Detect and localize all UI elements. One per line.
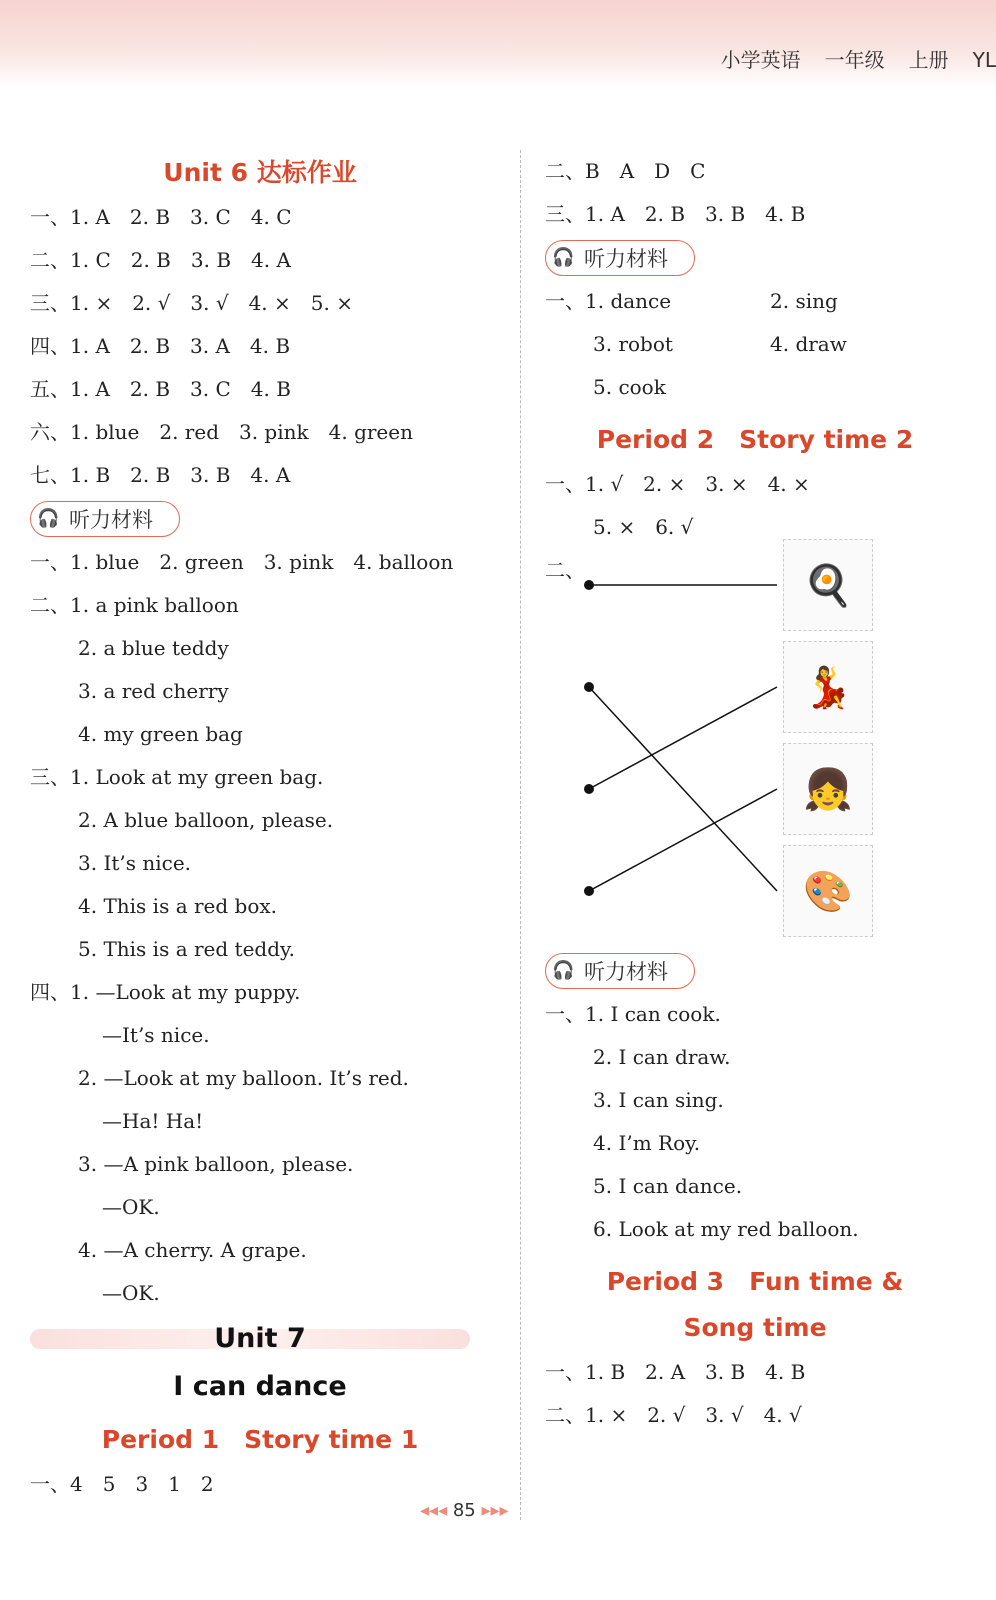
arrow-left-icon: ◂◂◂ xyxy=(420,1500,448,1521)
column-divider xyxy=(520,150,521,1520)
answer-line: 一、4 5 3 1 2 xyxy=(30,1472,214,1496)
listening-label-text: 听力材料 xyxy=(69,508,153,532)
listen-line: 二、1. a pink balloon xyxy=(30,593,239,617)
matching-exercise xyxy=(545,549,965,949)
drawing-picture: 🎨 xyxy=(783,845,873,937)
answer-line: 一、1. A 2. B 3. C 4. C xyxy=(30,205,292,229)
left-column xyxy=(30,150,490,1506)
header-grade: 一年级 xyxy=(824,48,885,72)
listen-line xyxy=(545,280,965,323)
listen-item: 3. robot xyxy=(593,332,673,356)
listen-line: 6. Look at my red balloon. xyxy=(593,1217,859,1241)
page-footer xyxy=(420,1500,509,1521)
period3-title-2: Song time xyxy=(683,1313,827,1342)
unit7-name: Unit 7 xyxy=(214,1323,306,1354)
answer-line: 四、1. A 2. B 3. A 4. B xyxy=(30,334,291,358)
listen-line: 2. A blue balloon, please. xyxy=(78,808,334,832)
listen-item: 一、1. dance xyxy=(545,289,672,313)
listen-line: 5. I can dance. xyxy=(593,1174,743,1198)
listen-line: 2. a blue teddy xyxy=(78,636,229,660)
listen-line: 3. It’s nice. xyxy=(78,851,192,875)
listen-line: 4. I’m Roy. xyxy=(593,1131,701,1155)
listening-label xyxy=(545,953,695,989)
listen-line: 3. I can sing. xyxy=(593,1088,724,1112)
right-column xyxy=(545,150,965,1437)
girl-picture: 👧 xyxy=(783,743,873,835)
match-line xyxy=(589,687,777,789)
listen-line: 四、1. —Look at my puppy. xyxy=(30,980,301,1004)
listen-line: 2. I can draw. xyxy=(593,1045,731,1069)
listen-line: —It’s nice. xyxy=(102,1023,210,1047)
arrow-right-icon: ▸▸▸ xyxy=(481,1500,509,1521)
listen-line: 一、1. blue 2. green 3. pink 4. balloon xyxy=(30,550,454,574)
listen-line: 4. my green bag xyxy=(78,722,243,746)
match-label: 二、 xyxy=(545,558,585,582)
listen-line: —OK. xyxy=(102,1195,160,1219)
listen-line xyxy=(545,323,965,366)
listen-line: 三、1. Look at my green bag. xyxy=(30,765,324,789)
listen-line: 5. This is a red teddy. xyxy=(78,937,296,961)
unit7-banner xyxy=(30,1315,490,1363)
answer-line: 六、1. blue 2. red 3. pink 4. green xyxy=(30,420,413,444)
match-line xyxy=(589,687,777,891)
answer-line: 一、1. √ 2. × 3. × 4. × xyxy=(545,472,810,496)
answer-line: 一、1. B 2. A 3. B 4. B xyxy=(545,1360,806,1384)
listen-line: 一、1. I can cook. xyxy=(545,1002,721,1026)
listening-label xyxy=(30,501,180,537)
period3-title: Period 3 Fun time & xyxy=(606,1267,904,1296)
period1-title: Period 1 Story time 1 xyxy=(101,1425,419,1454)
unit6-title: Unit 6 达标作业 xyxy=(163,158,357,187)
headphones-icon: 🎧 xyxy=(552,960,575,981)
dancing-picture: 💃 xyxy=(783,641,873,733)
answer-line: 二、B A D C xyxy=(545,159,706,183)
answer-line: 三、1. A 2. B 3. B 4. B xyxy=(545,202,806,226)
listen-line: —OK. xyxy=(102,1281,160,1305)
answer-line: 二、1. × 2. √ 3. √ 4. √ xyxy=(545,1403,802,1427)
header-edition: YL xyxy=(972,48,996,72)
match-line xyxy=(589,789,777,891)
listening-label-text: 听力材料 xyxy=(584,960,668,984)
cooking-picture: 🍳 xyxy=(783,539,873,631)
headphones-icon: 🎧 xyxy=(37,508,60,529)
listen-item: 2. sing xyxy=(770,289,838,313)
listen-line: 4. —A cherry. A grape. xyxy=(78,1238,307,1262)
listen-line: 4. This is a red box. xyxy=(78,894,278,918)
header-text xyxy=(697,44,996,73)
answer-line: 二、1. C 2. B 3. B 4. A xyxy=(30,248,291,272)
answer-line: 五、1. A 2. B 3. C 4. B xyxy=(30,377,291,401)
header-volume: 上册 xyxy=(908,48,949,72)
listen-line: 3. —A pink balloon, please. xyxy=(78,1152,354,1176)
page-number: 85 xyxy=(452,1500,476,1521)
answer-line: 三、1. × 2. √ 3. √ 4. × 5. × xyxy=(30,291,353,315)
listen-line: 2. —Look at my balloon. It’s red. xyxy=(78,1066,409,1090)
headphones-icon: 🎧 xyxy=(552,247,575,268)
listen-line: 5. cook xyxy=(593,375,666,399)
listening-label xyxy=(545,240,695,276)
period2-title: Period 2 Story time 2 xyxy=(596,425,914,454)
listening-label-text: 听力材料 xyxy=(584,247,668,271)
listen-line: —Ha! Ha! xyxy=(102,1109,204,1133)
page-header xyxy=(0,0,996,88)
answer-line: 5. × 6. √ xyxy=(593,515,694,539)
listen-line: 3. a red cherry xyxy=(78,679,229,703)
answer-line: 七、1. B 2. B 3. B 4. A xyxy=(30,463,291,487)
unit7-subtitle: I can dance xyxy=(173,1371,347,1402)
header-subject: 小学英语 xyxy=(720,48,801,72)
listen-item: 4. draw xyxy=(770,332,847,356)
